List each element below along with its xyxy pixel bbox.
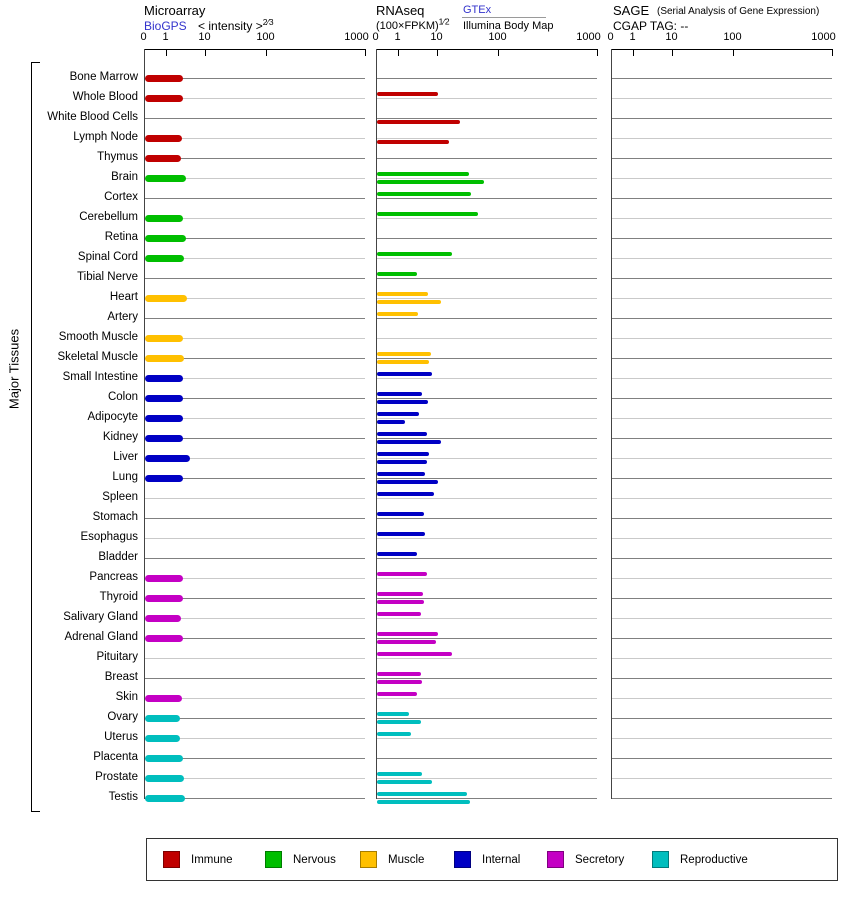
row-gridline: [612, 298, 832, 299]
row-gridline: [377, 558, 597, 559]
legend-swatch-internal: [454, 851, 471, 868]
tissue-label: Breast: [104, 671, 138, 683]
legend-label-internal: Internal: [482, 853, 521, 866]
sage-note: (Serial Analysis of Gene Expression): [657, 6, 820, 17]
row-gridline: [377, 278, 597, 279]
tissue-label: Heart: [109, 291, 138, 303]
bar-microarray-center: [145, 415, 184, 422]
row-gridline: [377, 718, 597, 719]
tissue-label: Pituitary: [96, 651, 138, 663]
bar-microarray-center: [145, 375, 184, 382]
axis-tick-sage: [633, 49, 634, 56]
legend-label-muscle: Muscle: [388, 853, 425, 866]
sage-cgap-tag: CGAP TAG: --: [613, 19, 689, 33]
bar-microarray-center: [145, 635, 183, 642]
legend-label-secretory: Secretory: [575, 853, 625, 866]
bar-microarray-center: [145, 475, 184, 482]
illumina-label: Illumina Body Map: [463, 20, 554, 32]
bar-rnaseq-top: [377, 452, 429, 456]
row-gridline: [612, 498, 832, 499]
tissue-label: Thymus: [97, 151, 138, 163]
row-gridline: [612, 758, 832, 759]
bar-rnaseq-top: [377, 192, 471, 196]
bar-rnaseq-bottom: [377, 140, 450, 144]
bar-microarray-center: [145, 575, 183, 582]
bar-microarray-center: [145, 335, 184, 342]
tissue-label: Spinal Cord: [77, 251, 138, 263]
bar-microarray-center: [145, 455, 190, 462]
row-gridline: [377, 98, 597, 99]
row-gridline: [612, 178, 832, 179]
tissue-label: Uterus: [104, 731, 138, 743]
bar-rnaseq-bottom: [377, 360, 430, 364]
row-gridline: [612, 558, 832, 559]
bar-microarray-center: [145, 735, 180, 742]
row-gridline: [377, 138, 597, 139]
row-gridline: [377, 758, 597, 759]
bar-rnaseq-bottom: [377, 440, 442, 444]
tissue-label: Adipocyte: [87, 411, 138, 423]
row-gridline: [377, 618, 597, 619]
row-gridline: [377, 398, 597, 399]
bar-rnaseq-top: [377, 172, 470, 176]
bar-microarray-center: [145, 795, 186, 802]
microarray-note: < intensity >: [198, 19, 263, 33]
bar-rnaseq-top: [377, 372, 432, 376]
row-gridline: [377, 478, 597, 479]
bar-rnaseq-top: [377, 252, 452, 256]
bar-rnaseq-top: [377, 792, 467, 796]
bar-rnaseq-top: [377, 652, 453, 656]
row-gridline: [377, 678, 597, 679]
bar-rnaseq-bottom: [377, 420, 406, 424]
row-gridline: [377, 338, 597, 339]
row-gridline: [612, 278, 832, 279]
bar-microarray-center: [145, 155, 181, 162]
legend-item-muscle: [360, 839, 424, 880]
bar-rnaseq-top: [377, 292, 429, 296]
row-gridline: [377, 578, 597, 579]
legend: [146, 838, 838, 881]
row-gridline: [377, 438, 597, 439]
row-gridline: [612, 218, 832, 219]
rnaseq-title: RNAseq: [376, 3, 425, 18]
major-tissues-label: Major Tissues: [6, 328, 22, 410]
bar-microarray-center: [145, 355, 184, 362]
axis-tick-label-sage: 10: [665, 31, 678, 43]
axis-tick-sage: [832, 49, 833, 56]
bar-rnaseq-top: [377, 492, 434, 496]
axis-tick-microarray: [365, 49, 366, 56]
rnaseq-formula: (100×FPKM)$^{1⁄2}$: [376, 16, 450, 32]
row-gridline: [612, 378, 832, 379]
legend-swatch-nervous: [265, 851, 282, 868]
row-gridline: [377, 298, 597, 299]
legend-item-internal: [454, 839, 520, 880]
row-gridline: [612, 258, 832, 259]
bar-rnaseq-bottom: [377, 680, 422, 684]
row-gridline: [377, 218, 597, 219]
tissue-label: Pancreas: [89, 571, 138, 583]
bar-rnaseq-top: [377, 92, 438, 96]
tissue-label: Bladder: [98, 551, 138, 563]
tissue-label: Cerebellum: [79, 211, 138, 223]
row-gridline: [377, 418, 597, 419]
legend-item-secretory: [547, 839, 624, 880]
bar-microarray-center: [145, 775, 184, 782]
bar-microarray-center: [145, 715, 180, 722]
row-gridline: [612, 638, 832, 639]
row-gridline: [377, 778, 597, 779]
axis-tick-rnaseq: [498, 49, 499, 56]
bar-rnaseq-top: [377, 392, 422, 396]
bar-rnaseq-top: [377, 512, 424, 516]
bar-rnaseq-bottom: [377, 400, 428, 404]
row-gridline: [612, 398, 832, 399]
bar-rnaseq-top: [377, 772, 422, 776]
row-gridline: [612, 238, 832, 239]
bar-microarray-center: [145, 215, 184, 222]
row-gridline: [377, 458, 597, 459]
tissue-label: Cortex: [104, 191, 138, 203]
bar-rnaseq-top: [377, 712, 410, 716]
legend-swatch-secretory: [547, 851, 564, 868]
tissue-label: Artery: [107, 311, 138, 323]
row-gridline: [377, 178, 597, 179]
microarray-exponent: 2⁄3: [262, 17, 274, 27]
axis-tick-label-rnaseq: 0: [372, 31, 379, 43]
row-gridline: [377, 498, 597, 499]
row-gridline: [612, 618, 832, 619]
legend-item-reproductive: [652, 839, 748, 880]
tissue-label: Testis: [108, 791, 138, 803]
axis-tick-rnaseq: [437, 49, 438, 56]
tissue-label: Placenta: [93, 751, 138, 763]
tissue-label: Bone Marrow: [69, 71, 138, 83]
bar-microarray-center: [145, 395, 183, 402]
bar-rnaseq-top: [377, 672, 421, 676]
panel-border-sage: [611, 49, 612, 799]
tissue-label: Small Intestine: [62, 371, 138, 383]
tissue-label: Prostate: [95, 771, 138, 783]
axis-tick-label-sage: 100: [723, 31, 742, 43]
panel-border-microarray: [144, 49, 145, 799]
bar-rnaseq-bottom: [377, 180, 485, 184]
row-gridline: [145, 678, 365, 679]
row-gridline: [612, 658, 832, 659]
bar-rnaseq-top: [377, 632, 439, 636]
row-gridline: [377, 78, 597, 79]
row-gridline: [612, 138, 832, 139]
bar-rnaseq-top: [377, 612, 421, 616]
bar-microarray-center: [145, 615, 182, 622]
row-gridline: [612, 78, 832, 79]
tissue-label: Whole Blood: [72, 91, 138, 103]
bar-rnaseq-bottom: [377, 800, 470, 804]
biogps-link[interactable]: BioGPS: [144, 19, 187, 33]
tissue-label: Kidney: [102, 431, 138, 443]
row-gridline: [145, 538, 365, 539]
bar-rnaseq-bottom: [377, 480, 439, 484]
axis-tick-microarray: [166, 49, 167, 56]
row-gridline: [377, 518, 597, 519]
row-gridline: [612, 538, 832, 539]
row-gridline: [612, 698, 832, 699]
bar-microarray-center: [145, 135, 183, 142]
legend-label-nervous: Nervous: [293, 853, 336, 866]
bar-rnaseq-top: [377, 312, 418, 316]
bar-rnaseq-bottom: [377, 640, 437, 644]
row-gridline: [612, 118, 832, 119]
bar-rnaseq-top: [377, 592, 424, 596]
row-gridline: [145, 198, 365, 199]
row-gridline: [145, 658, 365, 659]
legend-item-nervous: [265, 839, 336, 880]
row-gridline: [377, 158, 597, 159]
bar-rnaseq-top: [377, 272, 417, 276]
axis-tick-sage: [672, 49, 673, 56]
row-gridline: [377, 358, 597, 359]
bar-microarray-center: [145, 175, 186, 182]
legend-swatch-reproductive: [652, 851, 669, 868]
bar-microarray-center: [145, 435, 183, 442]
row-gridline: [377, 318, 597, 319]
bar-rnaseq-bottom: [377, 120, 461, 124]
row-gridline: [612, 458, 832, 459]
tissue-label: Smooth Muscle: [58, 331, 138, 343]
bar-rnaseq-top: [377, 532, 426, 536]
row-gridline: [612, 198, 832, 199]
tissue-label: Liver: [113, 451, 138, 463]
legend-label-immune: Immune: [191, 853, 233, 866]
bar-rnaseq-top: [377, 552, 417, 556]
row-gridline: [377, 118, 597, 119]
tissue-label: Esophagus: [80, 531, 138, 543]
row-gridline: [612, 778, 832, 779]
bar-rnaseq-top: [377, 732, 412, 736]
bar-rnaseq-bottom: [377, 300, 441, 304]
axis-tick-label-sage: 1000: [811, 31, 836, 43]
legend-label-reproductive: Reproductive: [680, 853, 748, 866]
row-gridline: [612, 98, 832, 99]
sage-title: SAGE: [613, 3, 650, 18]
row-gridline: [145, 278, 365, 279]
row-gridline: [377, 598, 597, 599]
tissue-label: Skeletal Muscle: [57, 351, 138, 363]
gtex-link[interactable]: GTEx: [463, 4, 492, 16]
row-gridline: [612, 518, 832, 519]
bar-rnaseq-top: [377, 572, 427, 576]
axis-tick-label-sage: 0: [607, 31, 614, 43]
row-gridline: [377, 238, 597, 239]
row-gridline: [612, 318, 832, 319]
row-gridline: [145, 518, 365, 519]
legend-swatch-immune: [163, 851, 180, 868]
bar-microarray-center: [145, 695, 183, 702]
row-gridline: [145, 498, 365, 499]
row-gridline: [612, 438, 832, 439]
axis-line-sage: [611, 49, 832, 50]
axis-tick-label-rnaseq: 1: [394, 31, 401, 43]
row-gridline: [612, 158, 832, 159]
axis-tick-microarray: [266, 49, 267, 56]
bar-rnaseq-bottom: [377, 780, 433, 784]
bar-microarray-center: [145, 255, 184, 262]
tissue-label: Ovary: [107, 711, 138, 723]
bar-rnaseq-top: [377, 432, 427, 436]
row-gridline: [612, 738, 832, 739]
tissue-label: Tibial Nerve: [77, 271, 138, 283]
microarray-title: Microarray: [144, 3, 206, 18]
bar-rnaseq-top: [377, 472, 426, 476]
bar-rnaseq-top: [377, 692, 418, 696]
axis-line-microarray: [144, 49, 365, 50]
row-gridline: [377, 738, 597, 739]
axis-tick-label-microarray: 1000: [344, 31, 369, 43]
tissue-label: Adrenal Gland: [64, 631, 138, 643]
bar-microarray-center: [145, 235, 186, 242]
row-gridline: [377, 638, 597, 639]
tissue-label: Stomach: [92, 511, 138, 523]
axis-tick-sage: [733, 49, 734, 56]
bar-rnaseq-top: [377, 352, 432, 356]
row-gridline: [377, 378, 597, 379]
row-gridline: [377, 798, 597, 799]
bar-microarray-center: [145, 75, 184, 82]
bar-rnaseq-top: [377, 412, 419, 416]
axis-tick-label-microarray: 10: [198, 31, 211, 43]
axis-tick-label-microarray: 1: [162, 31, 169, 43]
bar-microarray-center: [145, 295, 187, 302]
bar-rnaseq-bottom: [377, 460, 427, 464]
row-gridline: [377, 698, 597, 699]
row-gridline: [612, 478, 832, 479]
row-gridline: [612, 798, 832, 799]
tissue-label: Brain: [111, 171, 138, 183]
axis-tick-label-microarray: 0: [140, 31, 147, 43]
axis-tick-label-sage: 1: [629, 31, 636, 43]
axis-tick-label-rnaseq: 100: [488, 31, 507, 43]
row-gridline: [612, 418, 832, 419]
bar-rnaseq-top: [377, 212, 478, 216]
row-gridline: [377, 258, 597, 259]
row-gridline: [145, 318, 365, 319]
row-gridline: [145, 118, 365, 119]
tissue-label: Lymph Node: [73, 131, 138, 143]
row-gridline: [612, 338, 832, 339]
axis-tick-label-microarray: 100: [256, 31, 275, 43]
row-gridline: [377, 538, 597, 539]
row-gridline: [377, 198, 597, 199]
row-gridline: [612, 358, 832, 359]
axis-tick-label-rnaseq: 1000: [576, 31, 601, 43]
axis-tick-label-rnaseq: 10: [430, 31, 443, 43]
bar-rnaseq-bottom: [377, 600, 424, 604]
bar-rnaseq-bottom: [377, 720, 422, 724]
axis-tick-microarray: [205, 49, 206, 56]
row-gridline: [612, 578, 832, 579]
tissue-label: Colon: [107, 391, 138, 403]
bar-microarray-center: [145, 755, 184, 762]
tissue-label: Retina: [104, 231, 138, 243]
tissue-label: Skin: [115, 691, 138, 703]
tissue-label: Thyroid: [99, 591, 138, 603]
bar-microarray-center: [145, 95, 184, 102]
axis-line-rnaseq: [376, 49, 597, 50]
legend-swatch-muscle: [360, 851, 377, 868]
legend-item-immune: [163, 839, 233, 880]
row-gridline: [612, 678, 832, 679]
row-gridline: [145, 558, 365, 559]
tissue-label: Spleen: [102, 491, 138, 503]
axis-tick-rnaseq: [398, 49, 399, 56]
tissue-label: Salivary Gland: [63, 611, 138, 623]
row-gridline: [612, 718, 832, 719]
tissue-label: Lung: [112, 471, 138, 483]
panel-border-rnaseq: [376, 49, 377, 799]
row-gridline: [612, 598, 832, 599]
bar-microarray-center: [145, 595, 184, 602]
tissue-label: White Blood Cells: [47, 111, 138, 123]
axis-tick-rnaseq: [597, 49, 598, 56]
row-gridline: [377, 658, 597, 659]
